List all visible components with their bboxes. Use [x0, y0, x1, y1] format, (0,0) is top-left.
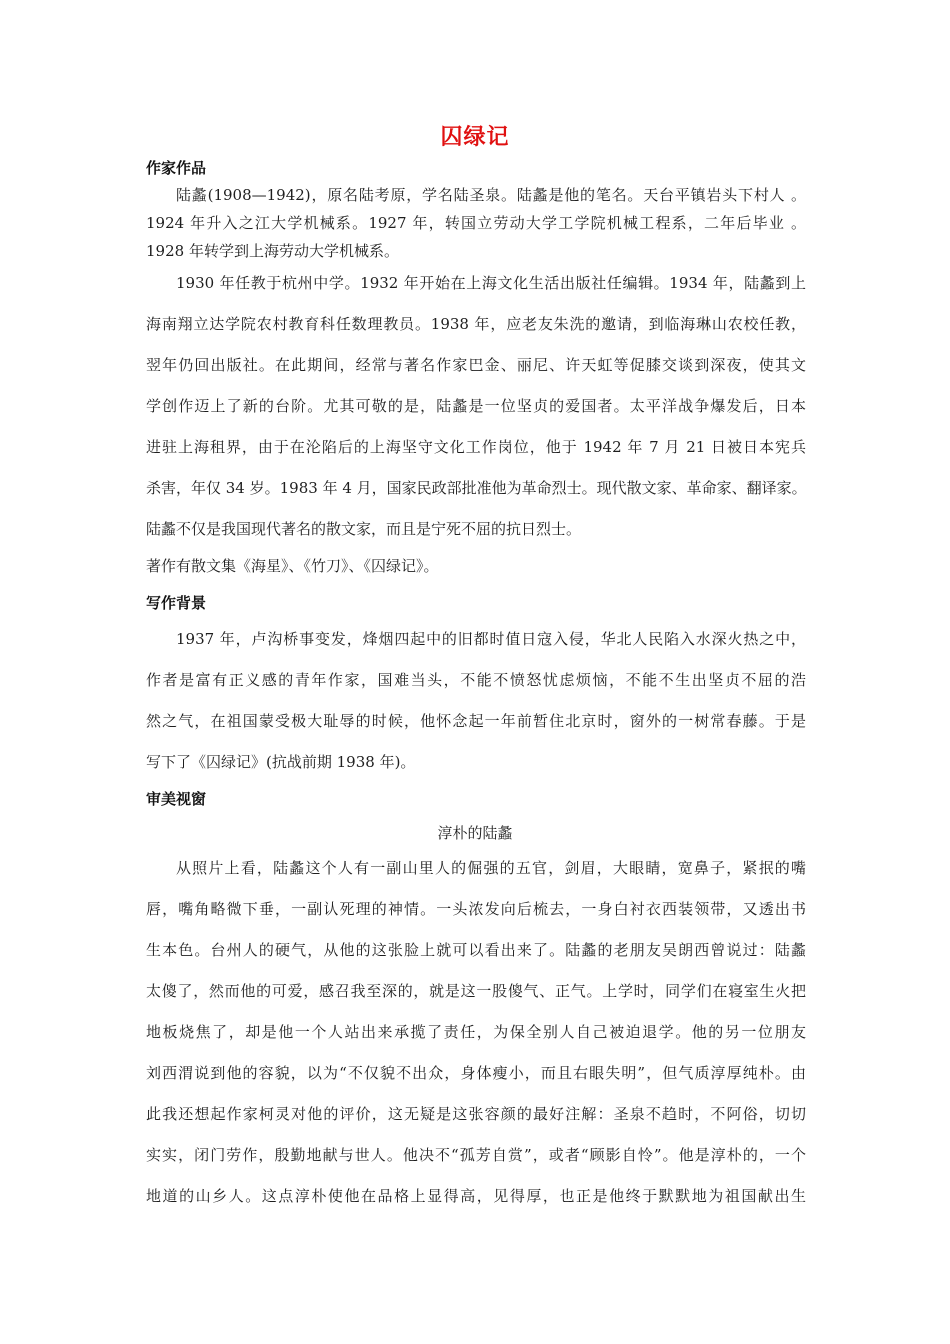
section-heading-aesthetic: 审美视窗 [146, 790, 207, 808]
aesthetic-line-8: 实实，闭门劳作，殷勤地献与世人。他决不“孤芳自赏”，或者“顾影自怜”。他是淳朴的，一个 [146, 1146, 806, 1164]
author-line-8: 进驻上海租界，由于在沦陷后的上海坚守文化工作岗位，他于 1942 年 7 月 21 日被日本宪兵 [146, 438, 806, 456]
author-line-11: 著作有散文集《海星》、《竹刀》、《囚绿记》。 [146, 557, 439, 575]
background-line-3: 然之气，在祖国蒙受极大耻辱的时候，他怀念起一年前暂住北京时，窗外的一树常春藤。于是 [146, 712, 806, 730]
author-line-9: 杀害，年仅 34 岁。1983 年 4 月，国家民政部批准他为革命烈士。现代散文家、革命家、翻译家。 [146, 479, 807, 497]
aesthetic-line-5: 地板烧焦了，却是他一个人站出来承揽了责任，为保全别人自己被迫退学。他的另一位朋友 [146, 1023, 806, 1041]
aesthetic-line-3: 生本色。台州人的硬气，从他的这张脸上就可以看出来了。陆蠡的老朋友吴朗西曾说过：陆蠡 [146, 941, 806, 959]
background-line-2: 作者是富有正义感的青年作家，国难当头，不能不愤怒忧虑烦恼，不能不生出坚贞不屈的浩 [146, 671, 806, 689]
author-line-5: 海南翔立达学院农村教育科任数理教员。1938 年，应老友朱洗的邀请，到临海琳山农校任教， [146, 315, 806, 333]
background-line-1: 1937 年，卢沟桥事变发，烽烟四起中的旧都时值日寇入侵，华北人民陷入水深火热之中， [176, 630, 806, 648]
aesthetic-line-4: 太傻了，然而他的可爱，感召我至深的，就是这一股傻气、正气。上学时，同学们在寝室生火把 [146, 982, 806, 1000]
author-line-2: 1924 年升入之江大学机械系。1927 年，转国立劳动大学工学院机械工程系，二年后毕业 。 [146, 214, 806, 232]
section-heading-author: 作家作品 [146, 159, 207, 177]
aesthetic-line-9: 地道的山乡人。这点淳朴使他在品格上显得高，见得厚，也正是他终于默默地为祖国献出生 [146, 1187, 806, 1205]
aesthetic-line-1: 从照片上看，陆蠡这个人有一副山里人的倔强的五官，剑眉，大眼睛，宽鼻子，紧抿的嘴 [176, 859, 806, 877]
author-line-10: 陆蠡不仅是我国现代著名的散文家，而且是宁死不屈的抗日烈士。 [146, 520, 582, 538]
background-line-4: 写下了《囚绿记》(抗战前期 1938 年)。 [146, 753, 416, 771]
article-subtitle: 淳朴的陆蠡 [437, 824, 513, 842]
author-line-7: 学创作迈上了新的台阶。尤其可敬的是，陆蠡是一位坚贞的爱国者。太平洋战争爆发后，日本 [146, 397, 806, 415]
aesthetic-line-7: 此我还想起作家柯灵对他的评价，这无疑是这张容颜的最好注解：圣泉不趋时，不阿俗，切切 [146, 1105, 806, 1123]
author-line-4: 1930 年任教于杭州中学。1932 年开始在上海文化生活出版社任编辑。1934 年，陆蠡到上 [176, 274, 806, 292]
section-heading-background: 写作背景 [146, 594, 207, 612]
author-line-6: 翌年仍回出版社。在此期间，经常与著名作家巴金、丽尼、许天虹等促膝交谈到深夜，使其文 [146, 356, 806, 374]
author-line-3: 1928 年转学到上海劳动大学机械系。 [146, 242, 399, 260]
author-line-1: 陆蠡(1908—1942)，原名陆考原，学名陆圣泉。陆蠡是他的笔名。天台平镇岩头下村人 。 [176, 186, 806, 204]
page-title: 囚绿记 [440, 125, 510, 150]
aesthetic-line-6: 刘西渭说到他的容貌，以为“不仅貌不出众，身体瘦小，而且右眼失明”，但气质淳厚纯朴。由 [146, 1064, 806, 1082]
aesthetic-line-2: 唇，嘴角略微下垂，一副认死理的神情。一头浓发向后梳去，一身白衬衣西装领带，又透出书 [146, 900, 806, 918]
